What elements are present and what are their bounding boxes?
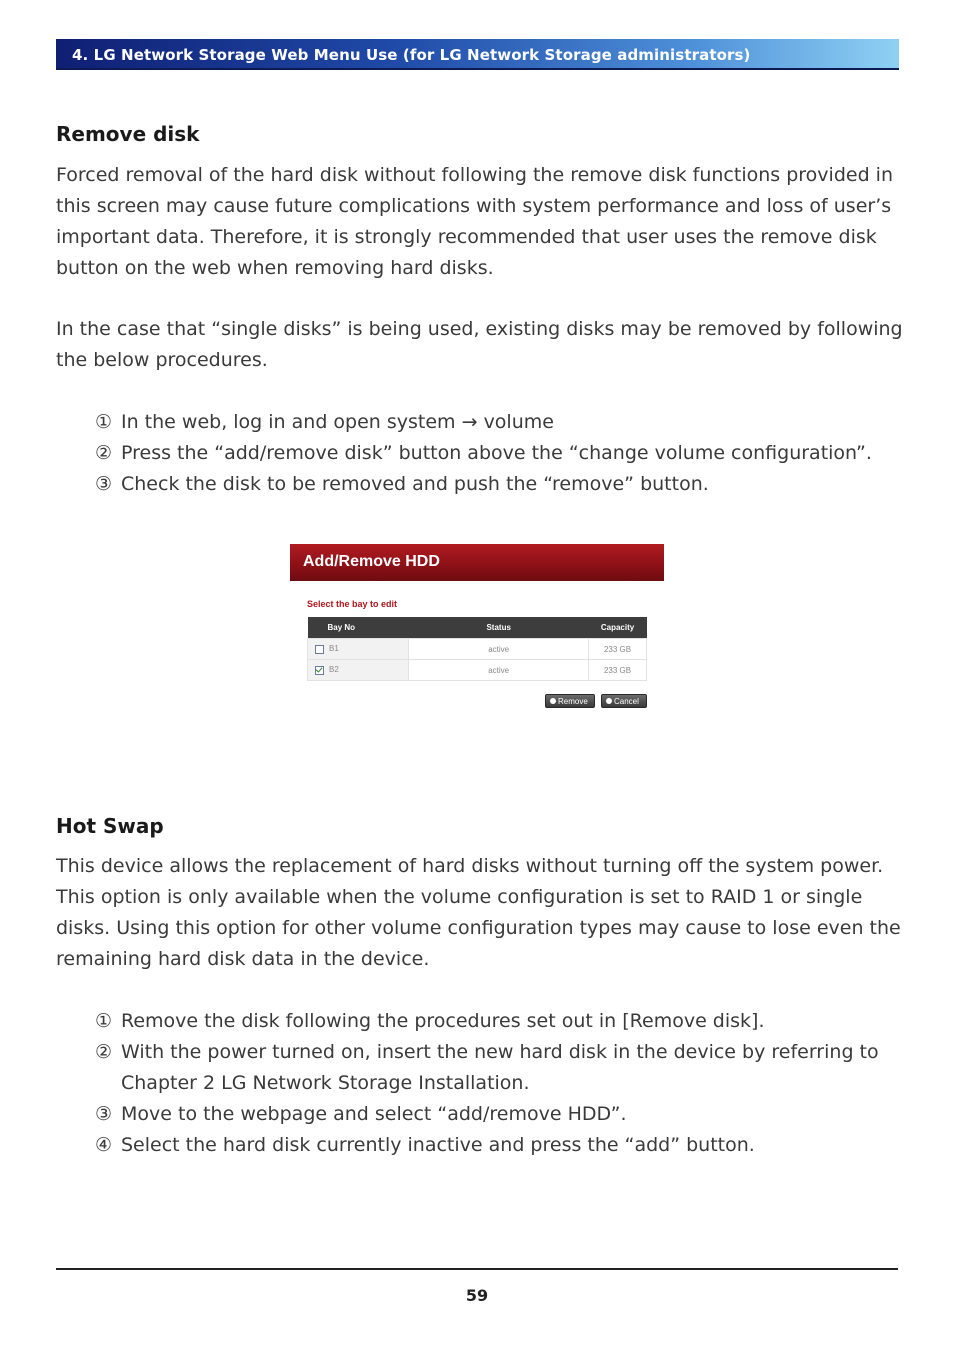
list-item: ④ Select the hard disk currently inactive and press the “add” button. [95,1134,755,1156]
capacity-cell: 233 GB [589,639,647,660]
column-header-bay: Bay No [308,617,409,639]
hot-swap-steps [95,1006,895,1161]
bay-table [307,617,647,681]
add-remove-hdd-screenshot [290,544,664,714]
hot-swap-paragraph: This device allows the replacement of hard disks without turning off the system power. This option is only available when the volume configuration is set to RAID 1 or single disks. Using this option for other volume configuration types may cause to lose even the remaining hard disk data in the device. [56,855,901,970]
bay-checkbox-checked[interactable] [315,666,324,675]
list-item: ① Remove the disk following the procedures set out in [Remove disk]. [95,1010,765,1032]
bay-cell: B1 [308,639,409,660]
status-cell: active [409,639,589,660]
circle-icon [550,698,556,704]
dialog-title: Add/Remove HDD [303,553,440,570]
column-header-capacity: Capacity [589,617,647,639]
list-item: ③ Check the disk to be removed and push the “remove” button. [95,473,709,495]
footer-divider [56,1268,898,1270]
dialog-title-bar [290,544,664,581]
list-item: ② Press the “add/remove disk” button above the “change volume configuration”. [95,442,872,464]
circle-icon [606,698,612,704]
remove-disk-paragraph-2: In the case that “single disks” is being used, existing disks may be removed by following the below procedures. [56,318,903,371]
table-row[interactable] [308,639,647,660]
status-cell: active [409,660,589,681]
section-header-bar [56,39,899,70]
remove-button[interactable]: Remove [545,694,595,708]
section-header-title: 4. LG Network Storage Web Menu Use (for LG Network Storage administrators) [72,46,751,64]
list-item: ① In the web, log in and open system → volume [95,411,554,433]
column-header-status: Status [409,617,589,639]
hot-swap-heading: Hot Swap [56,814,164,838]
remove-disk-steps [95,407,895,500]
capacity-cell: 233 GB [589,660,647,681]
remove-disk-paragraph-1: Forced removal of the hard disk without following the remove disk functions provided in this screen may cause future complications with system performance and loss of user’s important data. Therefore, it is strongly recommended that user uses the remove disk button on the web when removing hard disks. [56,164,893,279]
bay-cell: B2 [308,660,409,681]
list-item: ③ Move to the webpage and select “add/remove HDD”. [95,1103,627,1125]
bay-checkbox[interactable] [315,645,324,654]
remove-disk-heading: Remove disk [56,122,200,146]
page-number: 59 [465,1286,489,1305]
table-row[interactable] [308,660,647,681]
list-item: ② With the power turned on, insert the new hard disk in the device by referring to Chapter 2 LG Network Storage Installation. [95,1041,879,1094]
cancel-button[interactable]: Cancel [601,694,647,708]
dialog-subtitle: Select the bay to edit [307,599,398,609]
